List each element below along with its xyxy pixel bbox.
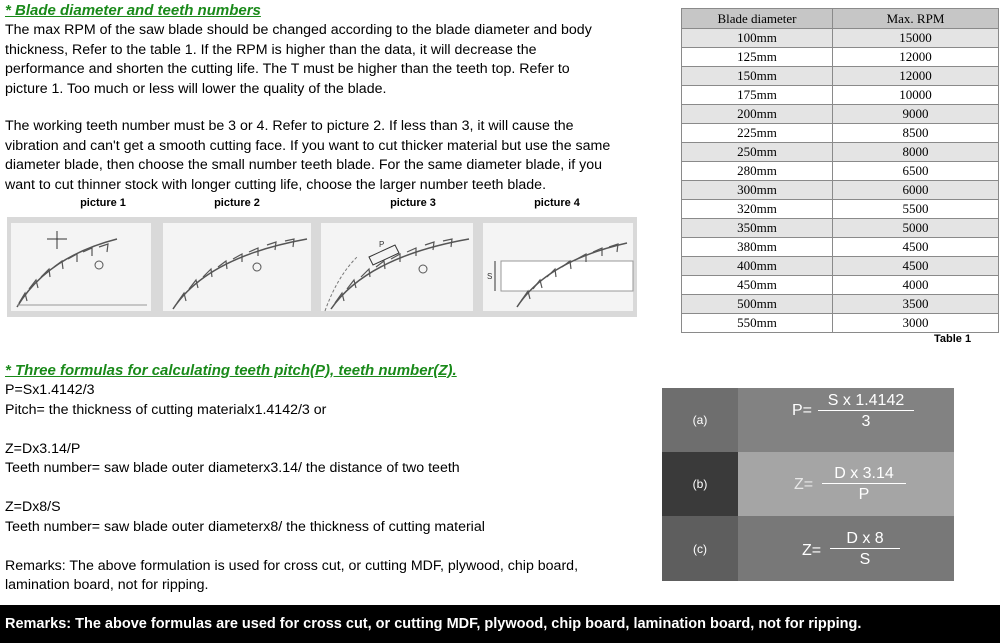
table-row bbox=[682, 257, 999, 276]
blade-diagrams bbox=[7, 217, 637, 317]
table-row bbox=[682, 200, 999, 219]
text-line: The working teeth number must be 3 or 4. Refer to picture 2. If less than 3, it will cause the bbox=[5, 118, 574, 134]
paragraph-teeth bbox=[5, 117, 677, 195]
cell-diameter: 280mm bbox=[682, 162, 833, 181]
formula-label: (a) bbox=[662, 388, 738, 452]
cell-diameter: 150mm bbox=[682, 67, 833, 86]
formula-numerator: D x 8 bbox=[830, 530, 900, 549]
table-row bbox=[682, 124, 999, 143]
picture-caption-2: picture 2 bbox=[214, 197, 260, 209]
table-row bbox=[682, 29, 999, 48]
cell-rpm: 6000 bbox=[833, 181, 999, 200]
cell-rpm: 8000 bbox=[833, 143, 999, 162]
table-row bbox=[682, 238, 999, 257]
cell-rpm: 4000 bbox=[833, 276, 999, 295]
column-header-rpm: Max. RPM bbox=[833, 9, 999, 29]
picture-1-diagram bbox=[11, 223, 151, 311]
text-line: thickness, Refer to the table 1. If the RPM is higher than the data, it will decrease the bbox=[5, 41, 537, 58]
formula-row-c bbox=[662, 516, 954, 581]
formula-denominator: 3 bbox=[861, 413, 871, 430]
cell-rpm: 5500 bbox=[833, 200, 999, 219]
section-heading-formulas: * Three formulas for calculating teeth pitch(P), teeth number(Z). bbox=[5, 362, 457, 379]
table-caption: Table 1 bbox=[934, 333, 972, 345]
cell-diameter: 450mm bbox=[682, 276, 833, 295]
formula-body bbox=[738, 388, 954, 452]
cell-diameter: 100mm bbox=[682, 29, 833, 48]
picture-caption-3: picture 3 bbox=[390, 197, 436, 209]
text-line: diameter blade, then choose the small number teeth blade. For the same diameter blade, if you bbox=[5, 157, 603, 173]
text-line: vibration and can't get a smooth cutting face. If you want to cut thicker material but use the same bbox=[5, 137, 611, 154]
cell-diameter: 320mm bbox=[682, 200, 833, 219]
remarks-line: Remarks: The above formulation is used for cross cut, or cutting MDF, plywood, chip board, bbox=[5, 557, 579, 574]
table-row bbox=[682, 86, 999, 105]
table-row bbox=[682, 67, 999, 86]
formula-row-a bbox=[662, 388, 954, 452]
formula-body bbox=[738, 516, 954, 580]
picture-2-diagram bbox=[163, 223, 311, 311]
formula-description: Pitch= the thickness of cutting materialx1.4142/3 or bbox=[5, 401, 327, 418]
formula-lhs: Z= bbox=[794, 476, 814, 493]
formula-label: (c) bbox=[662, 516, 738, 581]
table-header-row bbox=[682, 9, 999, 29]
cell-rpm: 10000 bbox=[833, 86, 999, 105]
footer-remarks-bar bbox=[0, 605, 1000, 643]
formula-lhs: Z= bbox=[802, 542, 822, 559]
formula-line: Z=Dx3.14/P bbox=[5, 440, 81, 457]
blade-pictures-strip bbox=[7, 217, 637, 317]
cell-rpm: 4500 bbox=[833, 238, 999, 257]
cell-rpm: 4500 bbox=[833, 257, 999, 276]
formula-body bbox=[738, 452, 954, 516]
cell-diameter: 350mm bbox=[682, 219, 833, 238]
formula-line: P=Sx1.4142/3 bbox=[5, 382, 95, 398]
picture-caption-1: picture 1 bbox=[80, 197, 126, 209]
formula-denominator: P bbox=[858, 486, 870, 503]
formulas-text bbox=[5, 381, 655, 596]
picture-3-diagram bbox=[321, 223, 473, 311]
formula-numerator: S x 1.4142 bbox=[818, 392, 914, 411]
table-row bbox=[682, 162, 999, 181]
cell-diameter: 400mm bbox=[682, 257, 833, 276]
paragraph-rpm bbox=[5, 21, 677, 99]
cell-diameter: 380mm bbox=[682, 238, 833, 257]
cell-diameter: 200mm bbox=[682, 105, 833, 124]
cell-rpm: 8500 bbox=[833, 124, 999, 143]
formula-description: Teeth number= saw blade outer diameterx3.14/ the distance of two teeth bbox=[5, 460, 460, 476]
picture-caption-4: picture 4 bbox=[534, 197, 580, 209]
formula-numerator: D x 3.14 bbox=[822, 465, 906, 484]
table-row bbox=[682, 219, 999, 238]
text-line: picture 1. Too much or less will lower the quality of the blade. bbox=[5, 80, 387, 97]
pitch-mark: P bbox=[379, 240, 385, 249]
cell-diameter: 125mm bbox=[682, 48, 833, 67]
remarks-line: lamination board, not for ripping. bbox=[5, 577, 209, 593]
cell-rpm: 9000 bbox=[833, 105, 999, 124]
table-row bbox=[682, 105, 999, 124]
formula-label: (b) bbox=[662, 452, 738, 516]
table-row bbox=[682, 143, 999, 162]
cell-rpm: 12000 bbox=[833, 48, 999, 67]
cell-diameter: 225mm bbox=[682, 124, 833, 143]
table-row bbox=[682, 295, 999, 314]
formula-lhs: P= bbox=[792, 402, 813, 419]
cell-rpm: 3500 bbox=[833, 295, 999, 314]
table-row bbox=[682, 181, 999, 200]
text-line: performance and shorten the cutting life. The T must be higher than the teeth top. Refer to bbox=[5, 61, 570, 77]
section-heading-blade: * Blade diameter and teeth numbers bbox=[5, 2, 261, 19]
column-header-diameter: Blade diameter bbox=[682, 9, 833, 29]
rpm-table bbox=[681, 8, 999, 333]
table-row bbox=[682, 48, 999, 67]
table-row bbox=[682, 314, 999, 333]
cell-rpm: 6500 bbox=[833, 162, 999, 181]
table-row bbox=[682, 276, 999, 295]
cell-rpm: 15000 bbox=[833, 29, 999, 48]
cell-diameter: 250mm bbox=[682, 143, 833, 162]
formula-panel bbox=[662, 388, 954, 581]
text-line: The max RPM of the saw blade should be changed according to the blade diameter and body bbox=[5, 22, 592, 38]
thickness-mark: S bbox=[487, 272, 493, 281]
formula-denominator: S bbox=[859, 551, 871, 568]
cell-diameter: 550mm bbox=[682, 314, 833, 333]
cell-diameter: 300mm bbox=[682, 181, 833, 200]
cell-diameter: 175mm bbox=[682, 86, 833, 105]
footer-remarks-text: Remarks: The above formulas are used for cross cut, or cutting MDF, plywood, chip board, lamination board, not for ripping. bbox=[5, 616, 862, 632]
cell-diameter: 500mm bbox=[682, 295, 833, 314]
picture-4-diagram bbox=[483, 223, 633, 311]
formula-description: Teeth number= saw blade outer diameterx8/ the thickness of cutting material bbox=[5, 518, 485, 535]
cell-rpm: 12000 bbox=[833, 67, 999, 86]
cell-rpm: 3000 bbox=[833, 314, 999, 333]
text-line: want to cut thinner stock with longer cutting life, choose the larger number teeth blade. bbox=[5, 176, 547, 193]
formula-row-b bbox=[662, 452, 954, 516]
formula-line: Z=Dx8/S bbox=[5, 499, 61, 515]
cell-rpm: 5000 bbox=[833, 219, 999, 238]
